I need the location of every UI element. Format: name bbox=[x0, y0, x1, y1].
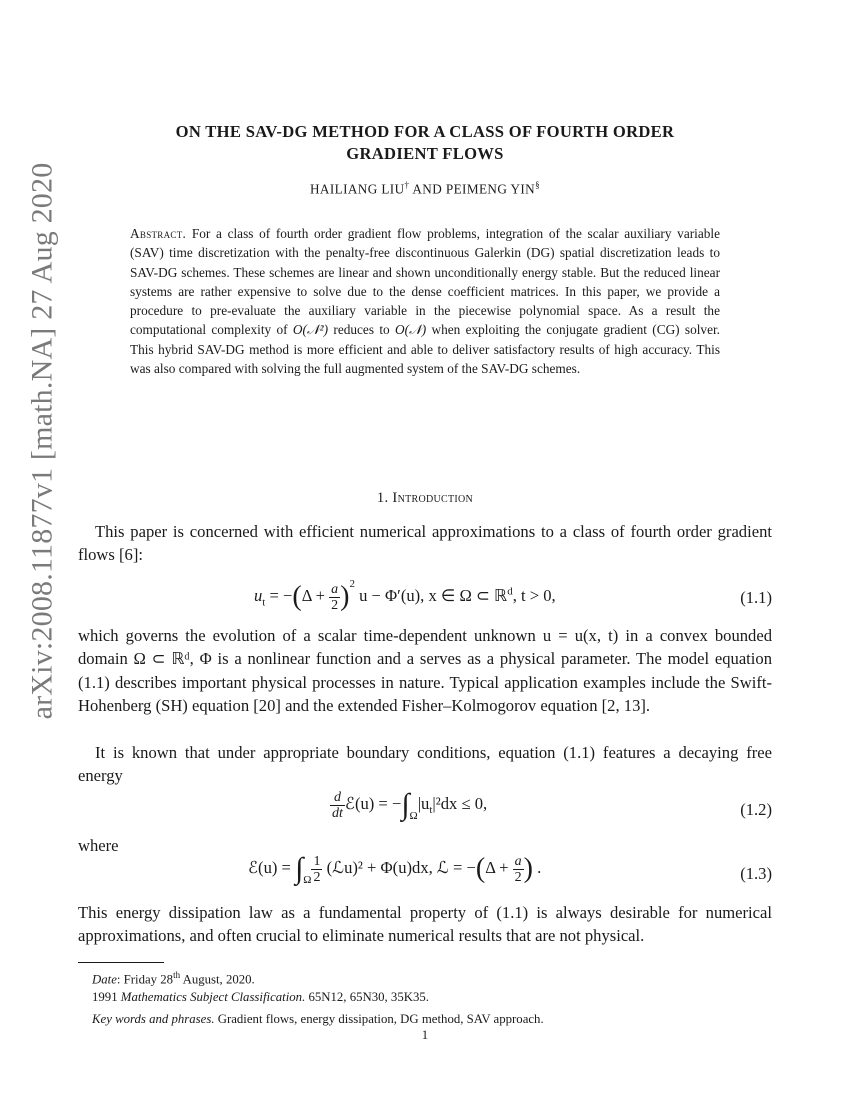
section-number: 1. bbox=[376, 490, 389, 506]
abstract-text-1: For a class of fourth order gradient flow problems, integration of the scalar auxiliary variable (SAV) time discretization with the penalty-free discontinuous Galerkin (DG) spatial discretization leads to SAV-DG schemes. These schemes are linear and shown unconditionally energy stable. But the reduced linear systems are rather expensive to solve due to the dense coefficient matrices. In this paper, we provide a procedure to pre-evaluate the auxiliary variable in the piecewise polynomial space. As a result the computational complexity of bbox=[130, 226, 720, 338]
abstract-text-2: reduces to bbox=[328, 322, 395, 338]
eq3-open: ( bbox=[475, 853, 486, 884]
footnote-msc-year: 1991 bbox=[92, 990, 121, 1004]
eq1-part3: , t > 0, bbox=[512, 586, 556, 605]
section-title: Introduction bbox=[392, 490, 474, 506]
eq2-part1: ℰ(u) = − bbox=[344, 793, 402, 813]
eq1-power: 2 bbox=[349, 578, 355, 590]
eq2-part3: |²dx ≤ 0, bbox=[432, 793, 488, 813]
equation-1-1-body bbox=[254, 578, 556, 613]
eq1-part2: u − Φ′(u), x ∈ Ω ⊂ ℝ bbox=[354, 586, 508, 605]
eq1-fraction bbox=[329, 582, 340, 613]
eq2-frac-num: d bbox=[333, 789, 341, 805]
eq3-domain: Ω bbox=[303, 873, 312, 886]
footnote-date bbox=[92, 967, 772, 987]
eq1-dim: d bbox=[507, 585, 513, 598]
abstract-text-3: when exploiting the conjugate gradient (CG) solver. This hybrid SAV-DG method is more efficient and able to deliver satisfactory results of high accuracy. This was also compared with solving the full augmented system of the SAV-DG schemes. bbox=[130, 322, 720, 377]
author-connector: AND bbox=[409, 181, 446, 197]
equation-1-2-number: (1.2) bbox=[740, 800, 772, 819]
footnote-msc-codes: 65N12, 65N30, 35K35. bbox=[305, 990, 429, 1004]
eq2-part2: |u bbox=[417, 793, 430, 813]
abstract bbox=[130, 224, 720, 378]
eq3-frac2-num: a bbox=[514, 853, 522, 869]
equation-1-2 bbox=[78, 788, 772, 836]
equation-1-3-number: (1.3) bbox=[740, 864, 772, 883]
eq2-fraction bbox=[330, 790, 345, 821]
equation-1-3-body bbox=[248, 852, 541, 886]
footnote-date-label: Date bbox=[92, 972, 117, 987]
eq1-frac-den: 2 bbox=[331, 597, 339, 613]
equation-1-1-number: (1.1) bbox=[740, 588, 772, 607]
intro-paragraph-1: This paper is concerned with efficient numerical approximations to a class of fourth order gradient flows [6]: bbox=[78, 522, 772, 565]
title-line-2: GRADIENT FLOWS bbox=[346, 144, 504, 163]
intro-paragraph-2: which governs the evolution of a scalar time-dependent unknown u = u(x, t) in a convex bounded domain Ω ⊂ ℝᵈ, Φ is a nonlinear function and a serves as a physical parameter. The model equation (1.1) describes important physical processes in nature. Typical application examples include the Swift-Hohenberg (SH) equation [20] and the extended Fisher–Kolmogorov equation [2, 13]. bbox=[78, 626, 772, 716]
author-list bbox=[100, 180, 750, 197]
eq3-delta: Δ + bbox=[485, 857, 513, 877]
author-2: PEIMENG YIN bbox=[445, 181, 536, 197]
complexity-from: O(𝒩²) bbox=[292, 322, 329, 338]
where-text: where bbox=[78, 836, 119, 855]
footnote-keywords-text: Gradient flows, energy dissipation, DG method, SAV approach. bbox=[214, 1012, 544, 1026]
intro-paragraph-3: It is known that under appropriate boundary conditions, equation (1.1) features a decaying free energy bbox=[78, 743, 772, 786]
complexity-to: O(𝒩) bbox=[394, 322, 427, 338]
footnote-keywords bbox=[92, 1011, 772, 1027]
eq2-sub: t bbox=[429, 804, 433, 817]
eq3-close: ) bbox=[523, 853, 533, 884]
equation-1-1 bbox=[78, 574, 772, 624]
eq2-domain: Ω bbox=[409, 809, 418, 822]
eq3-fraction-2 bbox=[513, 854, 524, 885]
footnote-date-before: : Friday 28 bbox=[116, 972, 174, 987]
footnote-keywords-label: Key words and phrases. bbox=[92, 1012, 215, 1026]
eq1-frac-num: a bbox=[331, 581, 339, 597]
footnote-date-after: August, 2020. bbox=[180, 972, 255, 987]
footnote-msc-label: Mathematics Subject Classification. bbox=[120, 990, 306, 1004]
footnote-date-sup: th bbox=[173, 970, 181, 980]
eq2-frac-den: dt bbox=[332, 805, 343, 821]
arxiv-stamp-text: arXiv:2008.11877v1 [math.NA] 27 Aug 2020 bbox=[25, 162, 58, 720]
footnote-msc bbox=[92, 989, 772, 1005]
eq1-lhs: u bbox=[254, 586, 263, 605]
arxiv-stamp bbox=[12, 162, 72, 720]
eq3-frac-den: 2 bbox=[313, 869, 321, 885]
intro-paragraph-4: This energy dissipation law as a fundamental property of (1.1) is always desirable for numerical approximations, and often crucial to eliminate numerical results that are not physical. bbox=[78, 903, 772, 946]
eq3-fraction bbox=[311, 854, 322, 885]
eq1-lhs-sub: t bbox=[262, 596, 266, 609]
integral-sign: ∫ bbox=[401, 788, 410, 821]
equation-1-2-body bbox=[330, 788, 487, 822]
eq3-part2: (ℒu)² + Φ(u)dx, ℒ = − bbox=[322, 857, 476, 877]
author-1: HAILIANG LIU bbox=[309, 181, 405, 197]
eq3-frac-num: 1 bbox=[313, 853, 321, 869]
author-1-mark: † bbox=[404, 180, 410, 190]
eq3-part1: ℰ(u) = bbox=[248, 857, 296, 877]
eq1-open: ( bbox=[292, 581, 302, 613]
abstract-label: Abstract. bbox=[130, 226, 187, 241]
eq3-part3: . bbox=[532, 857, 542, 877]
title-line-1: ON THE SAV-DG METHOD FOR A CLASS OF FOURTH ORDER bbox=[175, 122, 675, 141]
section-heading bbox=[100, 490, 750, 507]
author-2-mark: § bbox=[535, 180, 541, 190]
page-number: 1 bbox=[421, 1028, 429, 1042]
eq3-frac2-den: 2 bbox=[514, 869, 522, 885]
eq1-part1: = − bbox=[265, 586, 293, 605]
eq1-delta: Δ + bbox=[301, 586, 330, 605]
eq1-close: ) bbox=[340, 581, 350, 613]
equation-1-3 bbox=[78, 852, 772, 896]
footnote-rule bbox=[78, 962, 164, 963]
integral-sign: ∫ bbox=[295, 852, 304, 885]
paper-title bbox=[100, 121, 750, 165]
